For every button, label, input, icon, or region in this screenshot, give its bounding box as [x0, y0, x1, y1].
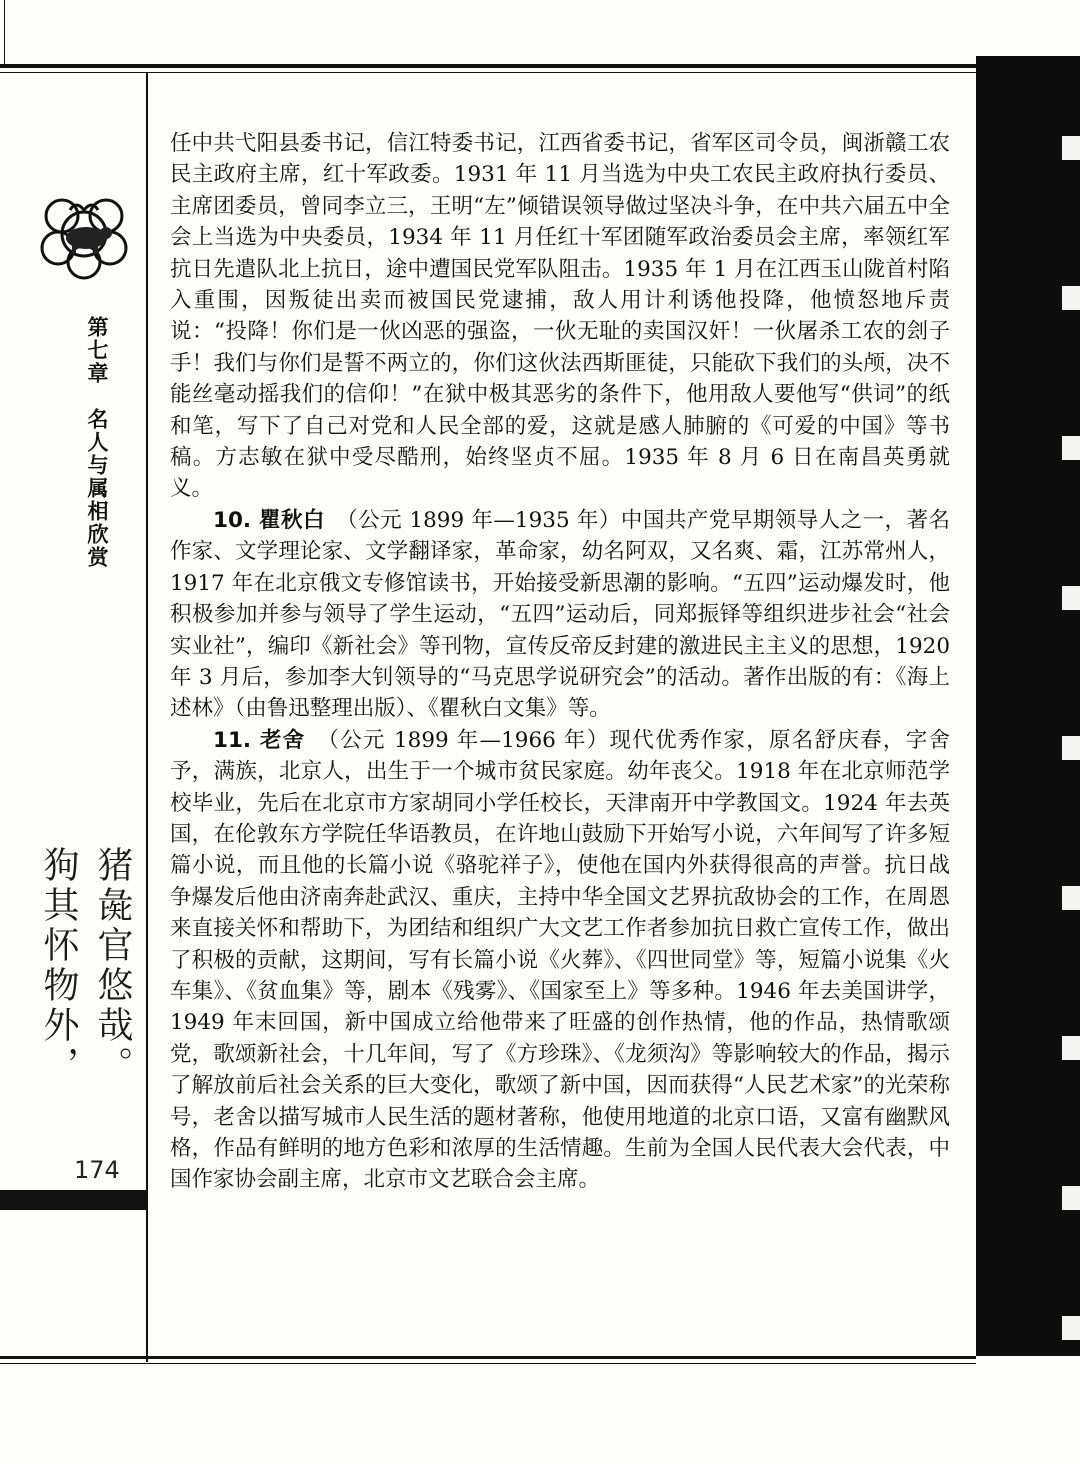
film-perforation	[1062, 286, 1080, 310]
film-perforation	[1062, 1036, 1080, 1060]
page-number: 174	[74, 1156, 120, 1184]
entry-qu-qiubai	[170, 505, 950, 725]
entry-body: （公元 1899 年—1966 年）现代优秀作家，原名舒庆春，字舍予，满族，北京人，出生于一个城市贫民家庭。幼年丧父。1918 年在北京师范学校毕业，先后在北京市方家胡同小学任校长，天津南开中学教国文。1924 年去英国，在伦敦东方学院任华语教员，在许地山鼓励下开始写小说，六年间写了许多短篇小说，而且他的长篇小说《骆驼祥子》，使他在国内外获得很高的声誉。抗日战争爆发后他由济南奔赴武汉、重庆，主持中华全国文艺界抗敌协会的工作，在周恩来直接关怀和帮助下，为团结和组织广大文艺工作者参加抗日救亡宣传工作，做出了积极的贡献，这期间，写有长篇小说《火葬》、《四世同堂》等，短篇小说集《火车集》、《贫血集》等，剧本《残雾》、《国家至上》等多种。1946 年去美国讲学，1949 年末回国，新中国成立给他带来了旺盛的创作热情，他的作品，热情歌颂党，歌颂新社会，十几年间，写了《方珍珠》、《龙须沟》等影响较大的作品，揭示了解放前后社会关系的巨大变化，歌颂了新中国，因而获得“人民艺术家”的光荣称号，老舍以描写城市人民生活的题材著称，他使用地道的北京口语，又富有幽默风格，作品有鲜明的地方色彩和浓厚的生活情趣。生前为全国人民代表大会代表，中国作家协会副主席，北京市文艺联合会主席。	[170, 727, 950, 1193]
chapter-title: 第七章 名人与属相欣赏	[85, 316, 109, 569]
paragraph-continuation: 任中共弋阳县委书记，信江特委书记，江西省委书记，省军区司令员，闽浙赣工农民主政府主席，红十军政委。1931 年 11 月当选为中央工农民主政府执行委员、主席团委员，曾同李立三，王明“左”倾错误领导做过坚决斗争，在中共六届五中全会上当选为中央委员，1934 年 11 月任红十军团随军政治委员会主席，率领红军抗日先遣队北上抗日，途中遭国民党军队阻击。1935 年 1 月在江西玉山陇首村陷入重围，因叛徒出卖而被国民党逮捕，敌人用计利诱他投降，他愤怒地斥责说：“投降！你们是一伙凶恶的强盗，一伙无耻的卖国汉奸！一伙屠杀工农的刽子手！我们与你们是誓不两立的，你们这伙法西斯匪徒，只能砍下我们的头颅，决不能丝毫动摇我们的信仰！”在狱中极其恶劣的条件下，他用敌人要他写“供词”的纸和笔，写下了自己对党和人民全部的爱，这就是感人肺腑的《可爱的中国》等书稿。方志敏在狱中受尽酷刑，始终坚贞不屈。1935 年 8 月 6 日在南昌英勇就义。	[170, 131, 950, 502]
main-text	[170, 128, 950, 1196]
zodiac-emblem-icon	[34, 186, 134, 282]
verse-column-right: 猪彘官悠哉。	[92, 846, 133, 1086]
entry-heading: 11. 老舍	[213, 727, 306, 753]
entry-body: （公元 1899 年—1935 年）中国共产党早期领导人之一，著名作家、文学理论家、文学翻译家，革命家，幼名阿双，又名爽、霜，江苏常州人，1917 年在北京俄文专修馆读书，开始接受新思潮的影响。“五四”运动爆发时，他积极参加并参与领导了学生运动，“五四”运动后，同郑振铎等组织进步社会“社会实业社”，编印《新社会》等刊物，宣传反帝反封建的激进民主主义的思想，1920 年 3 月后，参加李大钊领导的“马克思学说研究会”的活动。著作出版的有：《海上述林》（由鲁迅整理出版）、《瞿秋白文集》等。	[170, 507, 950, 722]
film-strip-border	[976, 56, 1080, 1356]
film-perforation	[1062, 736, 1080, 760]
bottom-border-rule	[0, 1356, 976, 1359]
film-perforation	[1062, 886, 1080, 910]
page-number-bar	[0, 1190, 146, 1210]
bottom-border-rule-thin	[0, 1363, 976, 1364]
sidebar-divider	[146, 72, 148, 1362]
film-perforation	[1062, 436, 1080, 460]
film-perforation	[1062, 1316, 1080, 1340]
entry-lao-she	[170, 725, 950, 1196]
film-perforation	[1062, 136, 1080, 160]
entry-heading: 10. 瞿秋白	[213, 507, 325, 533]
film-perforation	[1062, 586, 1080, 610]
verse-column-left: 狗其怀物外，	[38, 846, 79, 1086]
left-edge-line	[4, 0, 5, 64]
film-perforation	[1062, 1186, 1080, 1210]
top-border-rule	[0, 64, 976, 68]
